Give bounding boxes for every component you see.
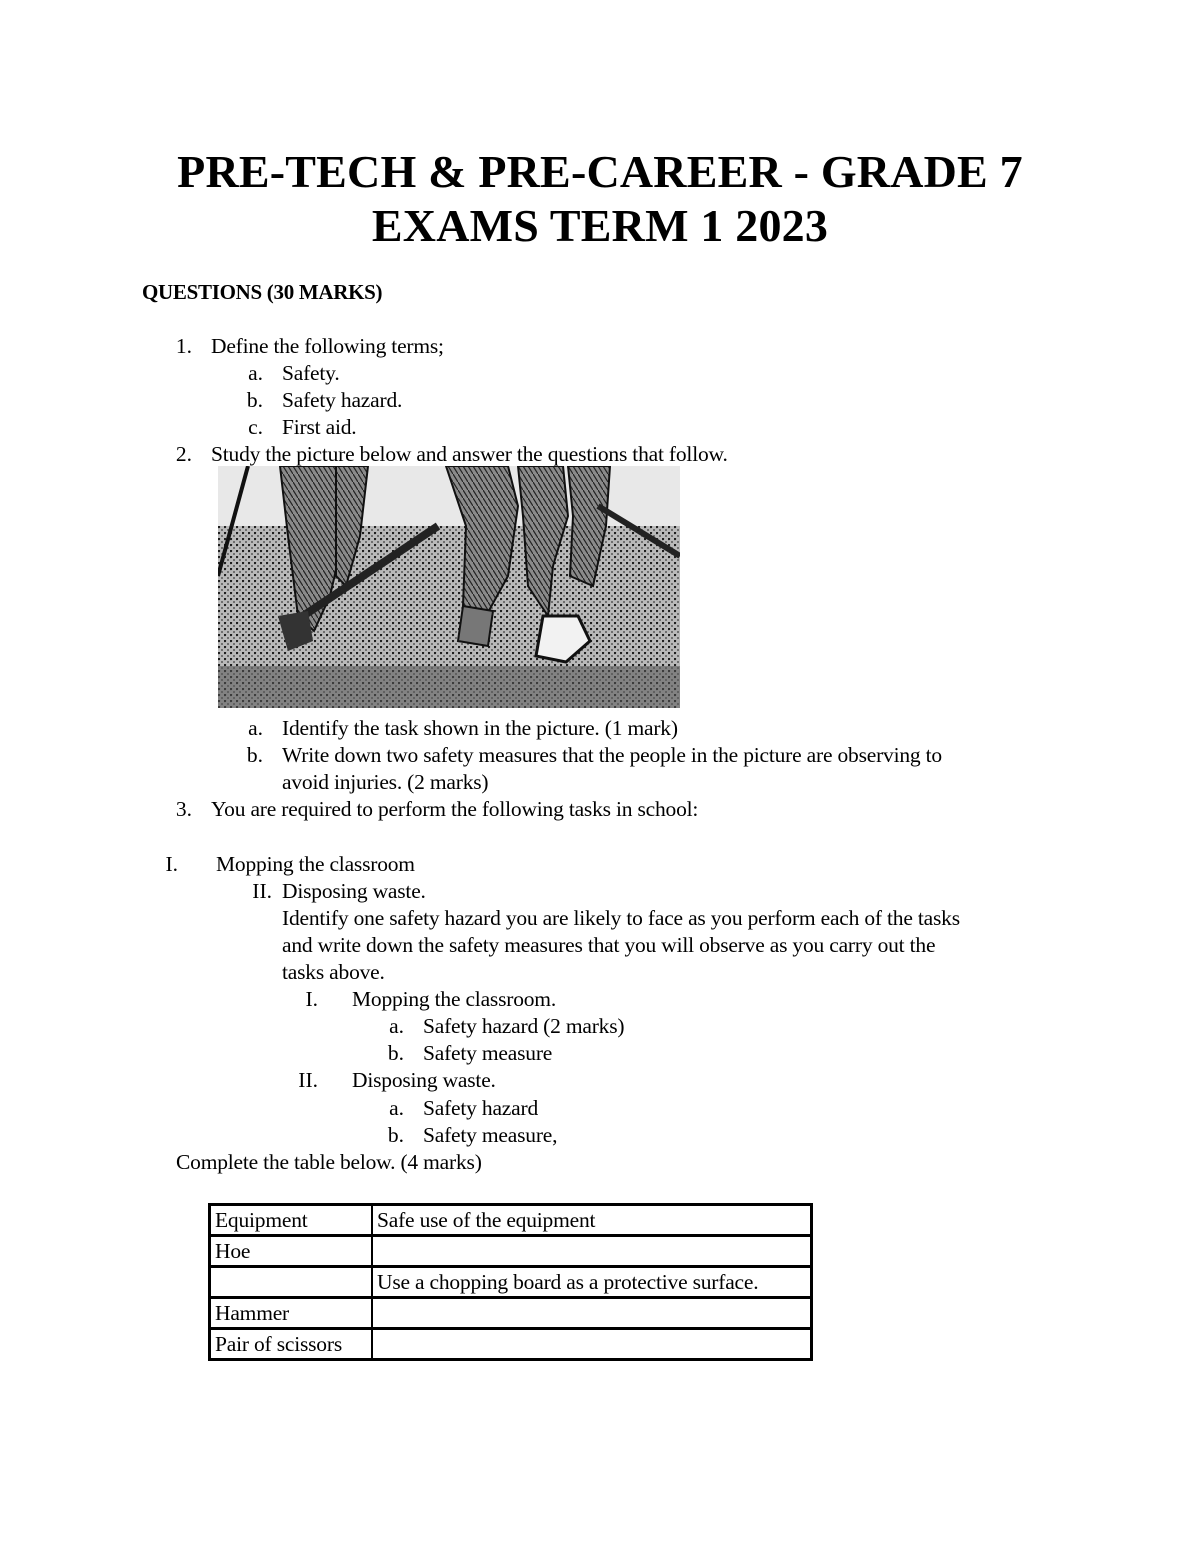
q3-sub2-a: Safety hazard	[423, 1096, 538, 1120]
q3-number: 3.	[175, 797, 192, 821]
q2-number: 2.	[175, 442, 192, 466]
table-row	[210, 1298, 812, 1329]
questions-heading: QUESTIONS (30 MARKS)	[142, 280, 383, 304]
q3-sub1-a-label: a.	[389, 1014, 404, 1038]
q3-instruction-line-3: tasks above.	[282, 960, 385, 984]
q3-sub1: Mopping the classroom.	[352, 987, 557, 1011]
q1-item-c: First aid.	[282, 415, 357, 439]
table-header-equipment: Equipment	[210, 1205, 373, 1236]
people-digging-image	[218, 466, 680, 708]
q2-text: Study the picture below and answer the questions that follow.	[211, 442, 728, 466]
q3-sub1-number: I.	[305, 987, 318, 1011]
q3-sub2-a-label: a.	[389, 1096, 404, 1120]
q3-sub2-b: Safety measure,	[423, 1123, 558, 1147]
table-row	[210, 1267, 812, 1298]
table-cell-safe-use	[372, 1329, 812, 1360]
table-cell-equipment: Hammer	[210, 1298, 373, 1329]
q2-item-b-label: b.	[246, 743, 263, 767]
table-row	[210, 1236, 812, 1267]
q3-sub2: Disposing waste.	[352, 1068, 496, 1092]
table-header-safe-use: Safe use of the equipment	[372, 1205, 812, 1236]
table-cell-safe-use	[372, 1298, 812, 1329]
table-cell-equipment: Pair of scissors	[210, 1329, 373, 1360]
q2-item-a: Identify the task shown in the picture. (1 mark)	[282, 716, 678, 740]
q1-item-b: Safety hazard.	[282, 388, 403, 412]
q3-sub1-a: Safety hazard (2 marks)	[423, 1014, 625, 1038]
q1-item-c-label: c.	[248, 415, 263, 439]
q1-number: 1.	[175, 334, 192, 358]
table-cell-equipment	[210, 1267, 373, 1298]
q2-item-b-continued: avoid injuries. (2 marks)	[282, 770, 489, 794]
table-cell-safe-use	[372, 1236, 812, 1267]
exam-title-line-2: EXAMS TERM 1 2023	[371, 200, 829, 251]
table-header-row	[210, 1205, 812, 1236]
equipment-table	[208, 1203, 813, 1361]
table-cell-equipment: Hoe	[210, 1236, 373, 1267]
q1-item-a-label: a.	[248, 361, 263, 385]
table-instruction: Complete the table below. (4 marks)	[176, 1150, 482, 1174]
q3-instruction-line-1: Identify one safety hazard you are likely to face as you perform each of the tasks	[282, 906, 960, 930]
q2-item-a-label: a.	[248, 716, 263, 740]
table-cell-safe-use: Use a chopping board as a protective surface.	[372, 1267, 812, 1298]
q3-task2: Disposing waste.	[282, 879, 426, 903]
q1-item-a: Safety.	[282, 361, 340, 385]
table-row	[210, 1329, 812, 1360]
farming-picture	[218, 466, 680, 708]
q3-task1: Mopping the classroom	[216, 852, 415, 876]
q3-sub1-b-label: b.	[387, 1041, 404, 1065]
q1-item-b-label: b.	[246, 388, 263, 412]
q3-task1-number: I.	[165, 852, 178, 876]
exam-title-line-1: PRE-TECH & PRE-CAREER - GRADE 7	[177, 146, 1023, 197]
q3-sub2-number: II.	[298, 1068, 318, 1092]
q3-sub2-b-label: b.	[387, 1123, 404, 1147]
q2-item-b: Write down two safety measures that the people in the picture are observing to	[282, 743, 942, 767]
q3-text: You are required to perform the following tasks in school:	[211, 797, 699, 821]
q3-instruction-line-2: and write down the safety measures that you will observe as you carry out the	[282, 933, 936, 957]
q1-text: Define the following terms;	[211, 334, 444, 358]
q3-sub1-b: Safety measure	[423, 1041, 553, 1065]
q3-task2-number: II.	[252, 879, 272, 903]
